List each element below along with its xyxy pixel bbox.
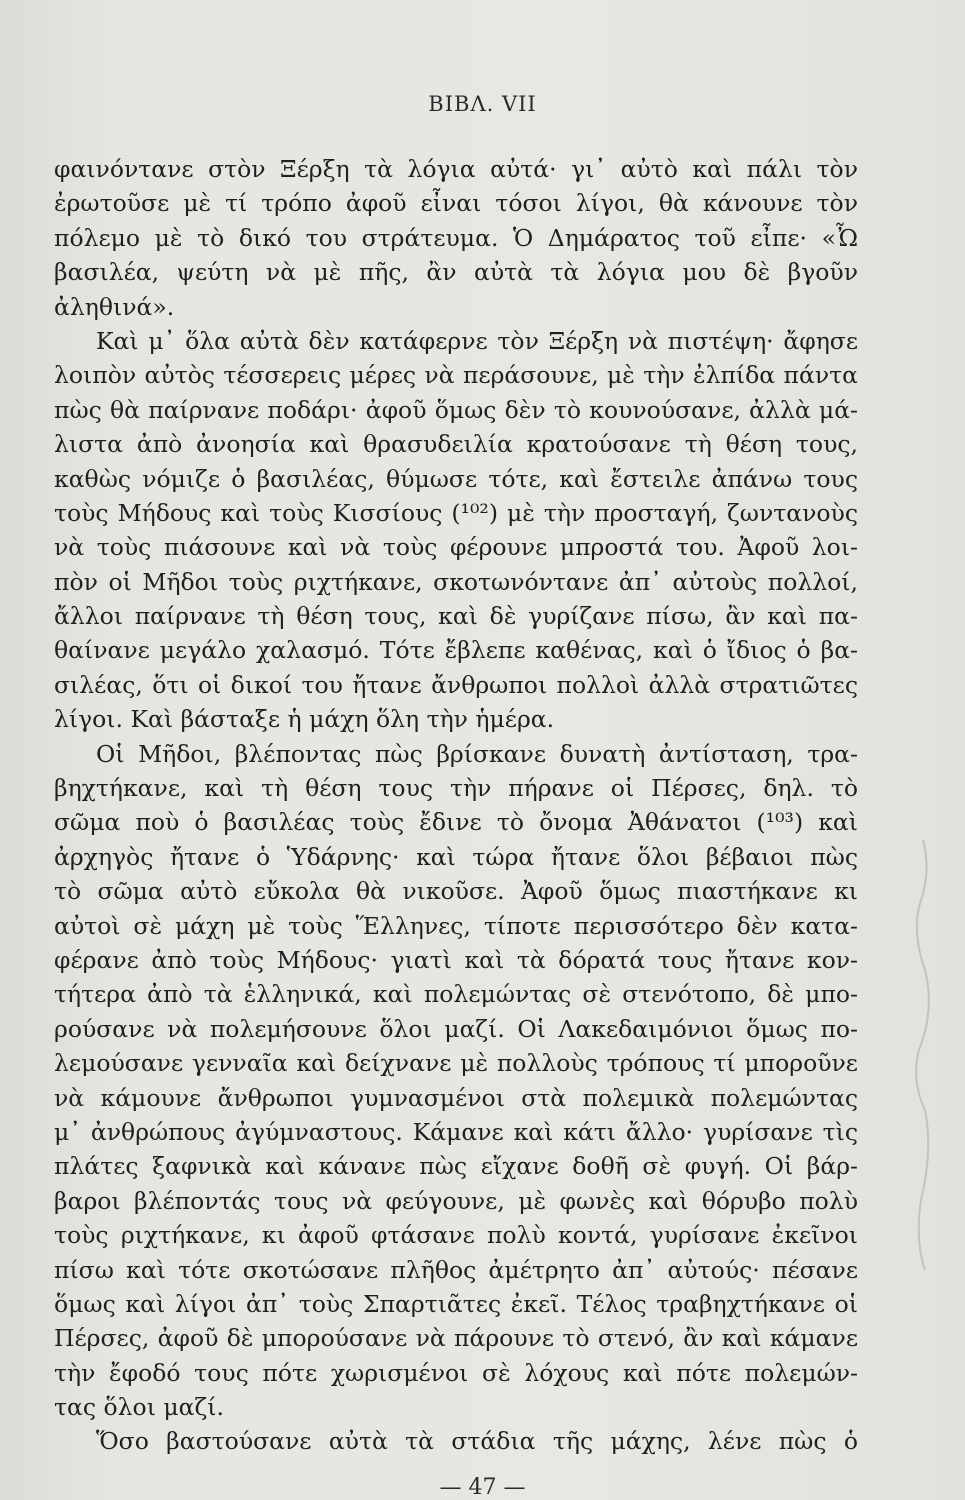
text-line: Οἱ Μῆδοι, βλέποντας πὼς βρίσκανε δυνατὴ ἀντίσταση, τρα-: [96, 739, 858, 768]
text-line: φαινόντανε στὸν Ξέρξη τὰ λόγια αὐτά· γι᾽ αὐτὸ καὶ πάλι τὸν: [54, 155, 858, 183]
text-line: τας ὅλοι μαζί.: [54, 1393, 224, 1422]
text-line: φέρανε ἀπὸ τοὺς Μήδους· γιατὶ καὶ τὰ δόρατά τους ἤτανε κον-: [54, 945, 858, 974]
text-line: βηχτήκανε, καὶ τὴ θέση τους τὴν πήρανε οἱ Πέρσες, δηλ. τὸ: [54, 774, 858, 803]
text-line: βασιλέα, ψεύτη νὰ μὲ πῆς, ἂν αὐτὰ τὰ λόγια μου δὲ βγοῦν: [54, 258, 858, 287]
text-line: ἀληθινά».: [54, 292, 175, 321]
text-line: πὼς θὰ παίρνανε ποδάρι· ἀφοῦ ὅμως δὲν τὸ κουνούσανε, ἀλλὰ μά-: [54, 395, 858, 424]
text-line: βαροι βλέποντάς τους νὰ φεύγουνε, μὲ φωνὲς καὶ θόρυβο πολὺ: [54, 1186, 858, 1215]
margin-pencil-mark: [903, 830, 943, 1280]
text-line: θαίνανε μεγάλο χαλασμό. Τότε ἔβλεπε καθένας, καὶ ὁ ἴδιος ὁ βα-: [54, 636, 858, 665]
text-line: νὰ τοὺς πιάσουνε καὶ νὰ τοὺς φέρουνε μπροστά του. Ἀφοῦ λοι-: [54, 533, 858, 562]
text-line: πίσω καὶ τότε σκοτώσανε πλῆθος ἀμέτρητο ἀπ᾽ αὐτούς· πέσανε: [54, 1255, 858, 1284]
text-line: πόλεμο μὲ τὸ δικό του στράτευμα. Ὁ Δημάρατος τοῦ εἶπε· «Ὦ: [54, 223, 858, 252]
text-line: τὸ σῶμα αὐτὸ εὔκολα θὰ νικοῦσε. Ἀφοῦ ὅμως πιαστήκανε κι: [54, 877, 858, 906]
text-line: Καὶ μ᾽ ὅλα αὐτὰ δὲν κατάφερνε τὸν Ξέρξη νὰ πιστέψη· ἄφησε: [96, 326, 858, 355]
text-line: λίγοι. Καὶ βάσταξε ἡ μάχη ὅλη τὴν ἡμέρα.: [54, 705, 555, 734]
page-number: — 47 —: [439, 1475, 526, 1500]
text-line: σῶμα ποὺ ὁ βασιλέας τοὺς ἔδινε τὸ ὄνομα Ἀθάνατοι (¹⁰³) καὶ: [54, 808, 858, 837]
text-line: νὰ κάμουνε ἄνθρωποι γυμνασμένοι στὰ πολεμικὰ πολεμώντας: [54, 1083, 858, 1112]
text-line: Ὅσο βαστούσανε αὐτὰ τὰ στάδια τῆς μάχης, λένε πὼς ὁ: [96, 1427, 858, 1456]
text-line: ρούσανε νὰ πολεμήσουνε ὅλοι μαζί. Οἱ Λακεδαιμόνιοι ὅμως πο-: [54, 1014, 858, 1043]
text-line: τήτερα ἀπὸ τὰ ἑλληνικά, καὶ πολεμώντας σὲ στενότοπο, δὲ μπο-: [54, 980, 858, 1009]
text-line: ἀρχηγὸς ἤτανε ὁ Ὑδάρνης· καὶ τώρα ἤτανε ὅλοι βέβαιοι πὼς: [54, 842, 858, 871]
body-text: [54, 152, 858, 1459]
text-line: Πέρσες, ἀφοῦ δὲ μπορούσανε νὰ πάρουνε τὸ στενό, ἂν καὶ κάμανε: [54, 1324, 858, 1353]
text-line: τὴν ἔφοδό τους πότε χωρισμένοι σὲ λόχους καὶ πότε πολεμών-: [54, 1358, 858, 1387]
text-line: πλάτες ξαφνικὰ καὶ κάνανε πὼς εἴχανε δοθῆ σὲ φυγή. Οἱ βάρ-: [54, 1152, 858, 1181]
text-line: λιστα ἀπὸ ἀνοησία καὶ θρασυδειλία κρατούσανε τὴ θέση τους,: [54, 430, 858, 459]
text-line: λεμούσανε γενναῖα καὶ δείχνανε μὲ πολλοὺς τρόπους τί μποροῦνε: [54, 1049, 858, 1078]
text-line: πὸν οἱ Μῆδοι τοὺς ριχτήκανε, σκοτωνόντανε ἀπ᾽ αὐτοὺς πολλοί,: [54, 567, 858, 596]
text-line: καθὼς νόμιζε ὁ βασιλέας, θύμωσε τότε, καὶ ἔστειλε ἀπάνω τους: [54, 464, 858, 493]
text-line: τοὺς Μήδους καὶ τοὺς Κισσίους (¹⁰²) μὲ τὴν προσταγή, ζωντανοὺς: [54, 498, 858, 527]
text-line: ὅμως καὶ λίγοι ἀπ᾽ τοὺς Σπαρτιᾶτες ἐκεῖ. Τέλος τραβηχτήκανε οἱ: [54, 1289, 858, 1318]
text-line: ἐρωτοῦσε μὲ τί τρόπο ἀφοῦ εἶναι τόσοι λίγοι, θὰ κάνουνε τὸν: [54, 189, 858, 218]
text-line: μ᾽ ἀνθρώπους ἀγύμναστους. Κάμανε καὶ κάτι ἄλλο· γυρίσανε τὶς: [54, 1117, 858, 1146]
text-line: σιλέας, ὅτι οἱ δικοί του ἤτανε ἄνθρωποι πολλοὶ ἀλλὰ στρατιῶτες: [54, 670, 858, 699]
text-line: ἄλλοι παίρνανε τὴ θέση τους, καὶ δὲ γυρίζανε πίσω, ἂν καὶ πα-: [54, 602, 858, 631]
text-line: λοιπὸν αὐτὸς τέσσερεις μέρες νὰ περάσουνε, μὲ τὴν ἐλπίδα πάντα: [54, 361, 858, 390]
running-head: ΒΙΒΛ. VII: [428, 92, 537, 116]
text-line: αὐτοὶ σὲ μάχη μὲ τοὺς Ἕλληνες, τίποτε περισσότερο δὲν κατα-: [54, 911, 858, 940]
text-line: τοὺς ριχτήκανε, κι ἀφοῦ φτάσανε πολὺ κοντά, γυρίσανε ἐκεῖνοι: [54, 1221, 858, 1250]
